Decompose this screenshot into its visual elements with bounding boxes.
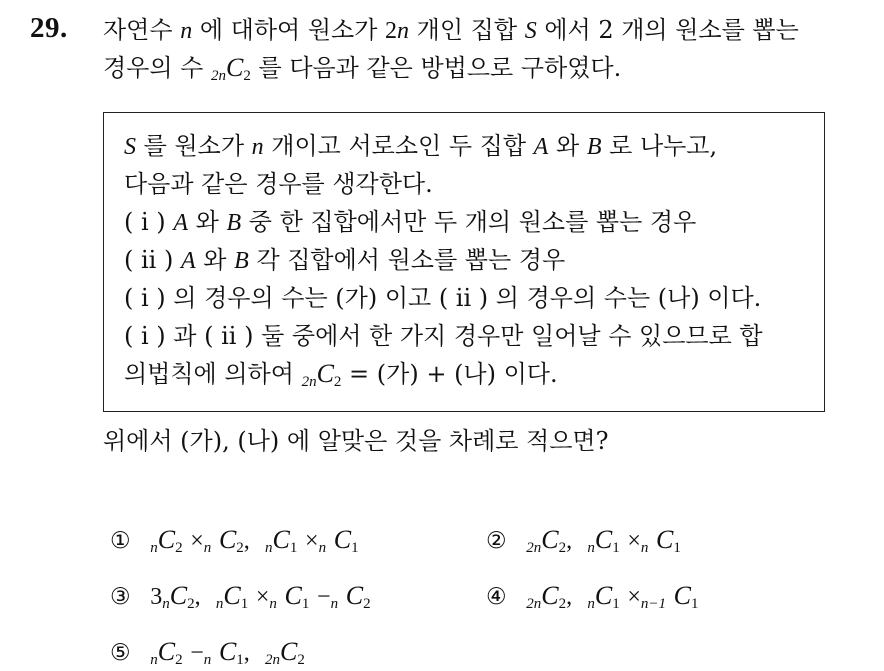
case-label-ii: ( ii ) [124, 246, 174, 274]
box-text: 를 원소가 [143, 132, 245, 160]
box-line-5: ( i ) 의 경우의 수는 (가) 이고 ( ii ) 의 경우의 수는 (나) 이다. [124, 284, 762, 312]
stem-text: 개인 집합 [416, 16, 518, 44]
var-n: n [397, 18, 410, 44]
solution-text [124, 127, 763, 393]
box-text: 각 집합에서 원소를 뽑는 경우 [256, 246, 566, 274]
choice-1-mark: ① [110, 528, 131, 554]
coef-2: 2 [385, 18, 398, 44]
box-line-3 [124, 203, 763, 241]
stem-text: 에 대하여 원소가 [199, 16, 378, 44]
question-number: 29. [30, 12, 68, 44]
choice-2[interactable]: ② $_{2n}C_2$, $_nC_1 \times_n$ $C_1$ [486, 522, 681, 559]
box-line-4 [124, 241, 763, 279]
stem-text: 를 다음과 같은 방법으로 구하였다. [258, 54, 622, 82]
var-S: S [124, 134, 136, 160]
stem-line-1 [103, 11, 873, 49]
var-n: n [180, 18, 193, 44]
stem-text: 자연수 [103, 16, 173, 44]
box-text: 의법칙에 의하여 [124, 360, 294, 388]
question-prompt: 위에서 (가), (나) 에 알맞은 것을 차례로 적으면? [103, 427, 609, 455]
choice-5[interactable]: ⑤ $_nC_2 -_n$ $C_1$, $_{2n}C_2$ [110, 634, 305, 671]
var-n: n [251, 134, 264, 160]
box-line-1 [124, 127, 763, 165]
choice-4-mark: ④ [486, 584, 507, 610]
box-text: 와 [195, 208, 219, 236]
var-B: B [586, 134, 602, 160]
var-B: B [234, 248, 249, 274]
box-line-6: ( i ) 과 ( ii ) 둘 중에서 한 가지 경우만 일어날 수 있으므로 합 [124, 322, 763, 350]
var-S: S [524, 18, 537, 44]
box-text: 와 [555, 132, 580, 160]
choice-1[interactable]: ① $_nC_2 \times_n$ $C_2$, $_nC_1 \times_n$ $C_1$ [110, 522, 359, 559]
stem-text: 경우의 수 [103, 54, 204, 82]
var-A: A [173, 210, 188, 236]
choice-2-mark: ② [486, 528, 507, 554]
var-A: A [180, 248, 196, 274]
choice-5-mark: ⑤ [110, 640, 131, 666]
solution-box [103, 112, 825, 412]
var-A: A [533, 134, 549, 160]
box-text: = (가) + (나) 이다. [349, 360, 558, 388]
box-text: 개이고 서로소인 두 집합 [271, 132, 527, 160]
box-line-2: 다음과 같은 경우를 생각한다. [124, 170, 433, 198]
combination-2n-C-2: $_{2n}C_2$ [211, 53, 251, 84]
box-line-7 [124, 355, 763, 393]
choice-3[interactable]: ③ $3_nC_2$, $_nC_1 \times_n$ $C_1 -_n$ $C_2$ [110, 578, 371, 615]
box-text: 로 나누고, [609, 132, 718, 160]
stem-text: 에서 2 개의 원소를 뽑는 [544, 16, 799, 44]
box-text: 중 한 집합에서만 두 개의 원소를 뽑는 경우 [248, 208, 697, 236]
case-label-i: ( i ) [124, 208, 166, 236]
stem-line-2 [103, 49, 873, 87]
var-B: B [226, 210, 242, 236]
combination-2n-C-2: $_{2n}C_2$ [301, 359, 342, 390]
choice-4[interactable]: ④ $_{2n}C_2$, $_nC_1 \times_{n-1}$ $C_1$ [486, 578, 699, 615]
box-text: 와 [203, 246, 227, 274]
question-stem [103, 11, 873, 87]
choice-3-mark: ③ [110, 584, 131, 610]
